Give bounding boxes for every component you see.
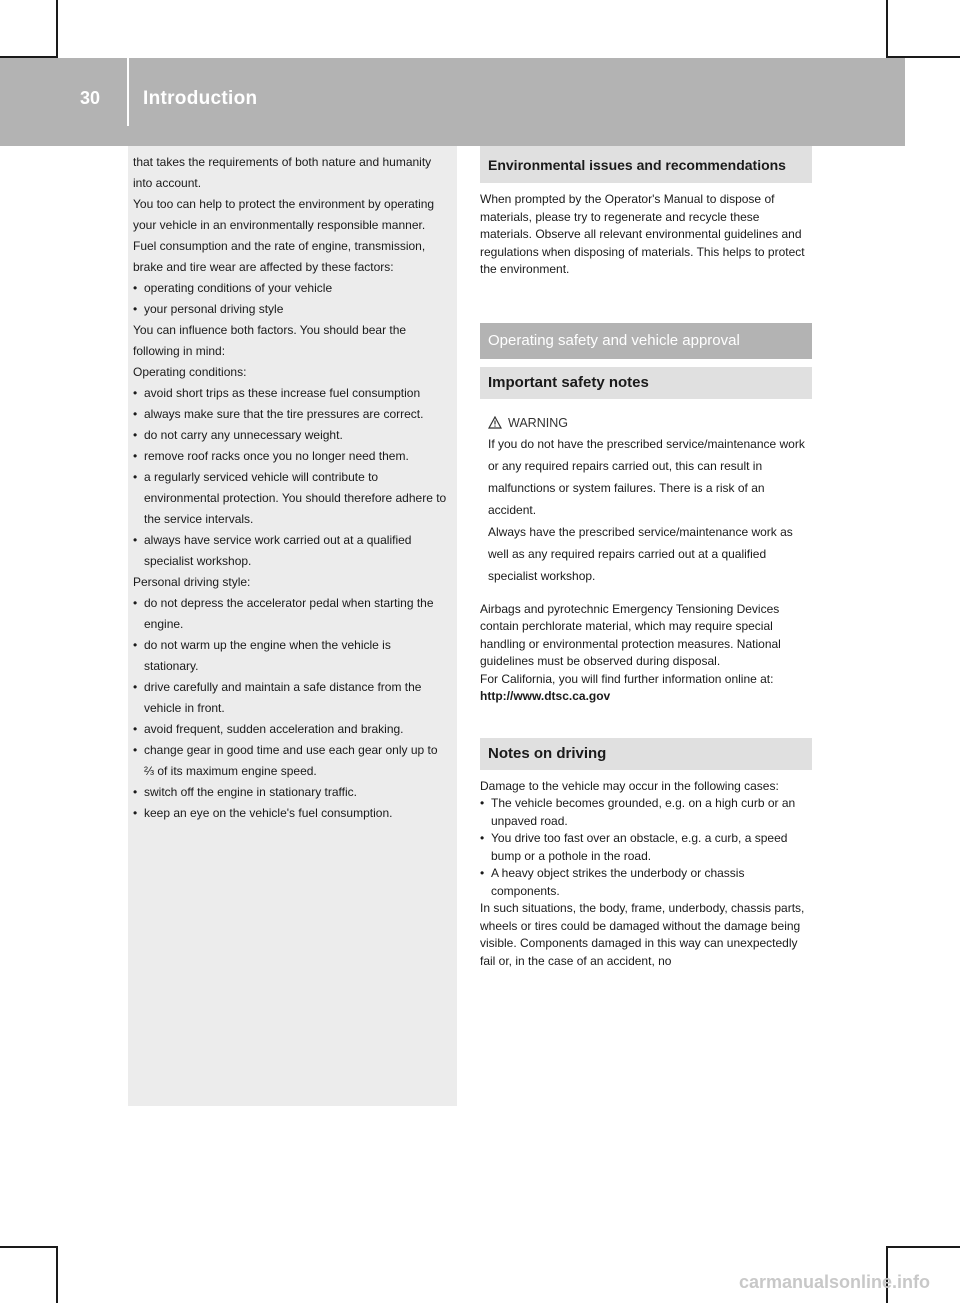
crop-mark — [56, 1246, 58, 1303]
paragraph: Airbags and pyrotechnic Emergency Tensioning Devices contain perchlorate material, which may require special handling or environmental protection measures. National guidelines must be observed during disposal. — [480, 601, 781, 668]
paragraph: that takes the requirements of both nature and humanity into account. — [133, 155, 432, 190]
paragraph: In such situations, the body, frame, underbody, chassis parts, wheels or tires could be damaged without the damage being visible. Components damaged in this way can unexpectedly fail or, in the case of an accident, no — [480, 901, 805, 968]
paragraph — [480, 671, 812, 706]
list-item: • You drive too fast over an obstacle, e.g. a curb, a speed bump or a pothole in the road. — [480, 830, 812, 865]
watermark: carmanualsonline.info — [738, 1272, 930, 1292]
california-text: For California, you will find further information online at: — [480, 671, 774, 686]
subheading: Personal driving style: — [133, 575, 251, 589]
paragraph: You too can help to protect the environment by operating your vehicle in an environmentally responsible manner. — [133, 197, 435, 232]
list-item: • a regularly serviced vehicle will contribute to environmental protection. You should therefore adhere to the service intervals. — [133, 467, 447, 530]
crop-mark — [886, 1246, 960, 1248]
warning-heading — [488, 413, 812, 433]
list-item: • A heavy object strikes the underbody or chassis components. — [480, 865, 812, 900]
header-divider — [127, 58, 129, 126]
safety-heading: Operating safety and vehicle approval — [480, 323, 812, 359]
paragraph: Always have the prescribed service/maintenance work as well as any required repairs carried out at a qualified specialist workshop. — [488, 524, 793, 583]
paragraph: If you do not have the prescribed service/maintenance work or any required repairs carried out, this can result in malfunctions or system failures. There is a risk of an accident. — [488, 436, 805, 517]
paragraph: Damage to the vehicle may occur in the following cases: — [480, 778, 779, 793]
page-number: 30 — [80, 88, 101, 108]
section-title: Introduction — [143, 88, 258, 109]
crop-mark — [56, 0, 58, 58]
list-item: • drive carefully and maintain a safe distance from the vehicle in front. — [133, 677, 447, 719]
list-item: • keep an eye on the vehicle's fuel consumption. — [133, 803, 447, 824]
url-link[interactable]: http://www.dtsc.ca.gov — [480, 689, 611, 703]
important-heading: Important safety notes — [480, 367, 812, 399]
left-column — [128, 146, 457, 1106]
list-item: • avoid short trips as these increase fuel consumption — [133, 383, 447, 404]
crop-mark — [0, 1246, 58, 1248]
warning-label: WARNING — [508, 415, 568, 430]
warning-body — [480, 433, 812, 587]
list-item: • do not depress the accelerator pedal when starting the engine. — [133, 593, 447, 635]
right-column — [480, 146, 812, 970]
list-item: • do not carry any unnecessary weight. — [133, 425, 447, 446]
list-item: • The vehicle becomes grounded, e.g. on a high curb or an unpaved road. — [480, 795, 812, 830]
driving-heading: Notes on driving — [480, 738, 812, 770]
warning-triangle-icon — [488, 416, 502, 429]
paragraph: Fuel consumption and the rate of engine, transmission, brake and tire wear are affected by these factors: — [133, 239, 426, 274]
subheading: Operating conditions: — [133, 365, 247, 379]
list-item: • always have service work carried out at a qualified specialist workshop. — [133, 530, 447, 572]
list-item: • switch off the engine in stationary traffic. — [133, 782, 447, 803]
paragraph: When prompted by the Operator's Manual to dispose of materials, please try to regenerate and recycle these materials. Observe all relevant environmental guidelines and regulations when disposing of materials. This helps to protect the environment. — [480, 192, 805, 276]
list-item: • remove roof racks once you no longer need them. — [133, 446, 447, 467]
list-item: • avoid frequent, sudden acceleration and braking. — [133, 719, 447, 740]
paragraph: You can influence both factors. You should bear the following in mind: — [133, 323, 407, 358]
page-header — [0, 58, 905, 146]
list-item: • change gear in good time and use each gear only up to ⅔ of its maximum engine speed. — [133, 740, 447, 782]
env-heading: Environmental issues and recommendations — [480, 146, 812, 183]
list-item: • your personal driving style — [133, 299, 447, 320]
list-item: • do not warm up the engine when the vehicle is stationary. — [133, 635, 447, 677]
list-item: • operating conditions of your vehicle — [133, 278, 447, 299]
list-item: • always make sure that the tire pressures are correct. — [133, 404, 447, 425]
crop-mark — [886, 0, 888, 58]
